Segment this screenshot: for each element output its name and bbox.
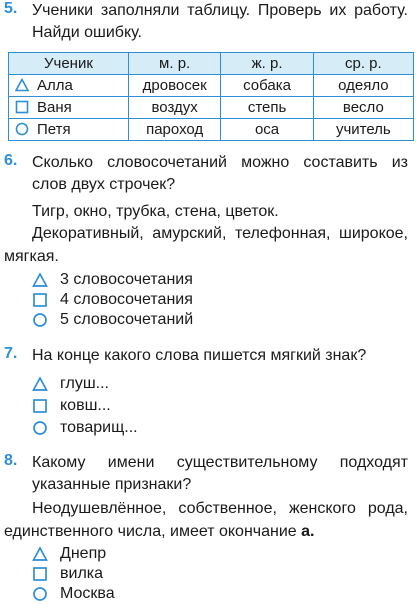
table-cell: весло (313, 97, 413, 119)
option-label: ковш... (60, 397, 111, 414)
table-header: Ученик (9, 53, 129, 75)
table-cell: учитель (313, 119, 413, 141)
question-number: 6. (4, 152, 18, 169)
table-header: ср. р. (313, 53, 413, 75)
words-line-1: Тигр, окно, трубка, стена, цветок. (32, 203, 279, 220)
option-label: 5 словосочетаний (60, 311, 194, 328)
option-label: Москва (60, 585, 115, 602)
pupil-name: Петя (37, 121, 71, 138)
square-icon (32, 292, 48, 308)
triangle-icon (32, 546, 48, 562)
features-description: Неодушевлённое, собственное, женского рода, единственного числа, имеет окончание (4, 500, 408, 540)
table-cell: собака (221, 75, 313, 97)
table-header: ж. р. (221, 53, 313, 75)
table-cell: воздух (128, 97, 221, 119)
pupil-cell[interactable] (9, 97, 129, 119)
table-cell: одеяло (313, 75, 413, 97)
option-b[interactable] (32, 396, 111, 416)
option-a[interactable] (32, 270, 193, 290)
ending-letter: а. (301, 523, 315, 540)
question-text: Какому имени существительному подходят указанные признаки? (32, 454, 408, 493)
circle-icon (32, 586, 48, 602)
pupil-cell[interactable] (9, 75, 129, 97)
option-c[interactable] (32, 584, 115, 604)
circle-icon (32, 420, 48, 436)
pupil-name: Алла (37, 77, 73, 94)
table-cell: дровосек (128, 75, 221, 97)
option-label: 3 словосочетания (60, 271, 193, 288)
table-row (9, 75, 414, 97)
option-label: вилка (60, 565, 104, 582)
circle-icon (32, 312, 48, 328)
option-c[interactable] (32, 418, 138, 438)
words-line-2: Декоративный, амурский, телефонная, широкое, мягкая. (4, 225, 408, 265)
square-icon (32, 398, 48, 414)
option-b[interactable] (32, 564, 103, 584)
option-b[interactable] (32, 290, 193, 310)
circle-icon (15, 122, 29, 136)
table-header: м. р. (128, 53, 221, 75)
table-cell: оса (221, 119, 313, 141)
question-text: Сколько словосочетаний можно составить из слов двух строчек? (32, 154, 408, 193)
question-number: 5. (4, 0, 18, 17)
table-cell: степь (221, 97, 313, 119)
table-row (9, 119, 414, 141)
square-icon (15, 100, 29, 114)
triangle-icon (32, 376, 48, 392)
features-text (4, 497, 408, 543)
pupils-table (8, 52, 414, 141)
option-label: глуш... (60, 375, 109, 392)
pupil-cell[interactable] (9, 119, 129, 141)
triangle-icon (32, 272, 48, 288)
table-cell: пароход (128, 119, 221, 141)
triangle-icon (15, 78, 29, 92)
table-header-row (9, 53, 414, 75)
option-a[interactable] (32, 544, 106, 564)
option-label: товарищ... (60, 419, 138, 436)
option-a[interactable] (32, 374, 109, 394)
question-text: Ученики заполняли таблицу. Проверь их работу. Найди ошибку. (32, 2, 408, 41)
pupil-name: Ваня (37, 99, 72, 116)
option-label: 4 словосочетания (60, 291, 193, 308)
table-row (9, 97, 414, 119)
option-c[interactable] (32, 310, 193, 330)
option-label: Днепр (60, 545, 107, 562)
square-icon (32, 566, 48, 582)
question-number: 8. (4, 452, 18, 469)
question-text: На конце какого слова пишется мягкий знак? (32, 347, 367, 364)
question-number: 7. (4, 345, 18, 362)
